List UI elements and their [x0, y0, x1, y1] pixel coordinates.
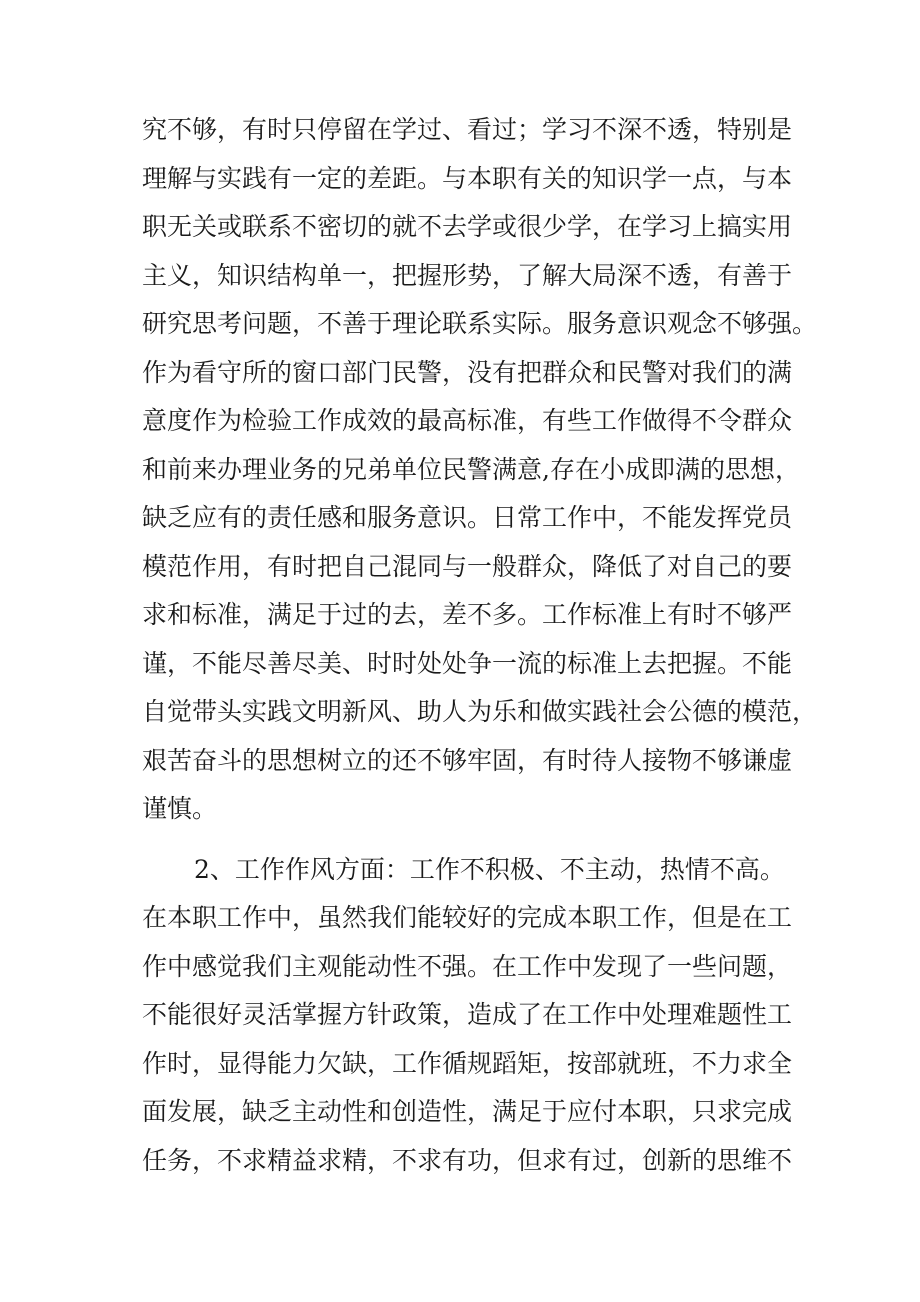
- text-line: 理解与实践有一定的差距。与本职有关的知识学一点，与本: [142, 163, 793, 193]
- text-line: 作为看守所的窗口部门民警，没有把群众和民警对我们的满: [142, 357, 793, 387]
- document-body: [142, 106, 818, 1185]
- paragraph-2: [142, 846, 793, 1186]
- text-line: 究不够，有时只停留在学过、看过；学习不深不透，特别是: [142, 115, 793, 144]
- text-line: 缺乏应有的责任感和服务意识。日常工作中，不能发挥党员: [142, 503, 793, 532]
- text-line: 自觉带头实践文明新风、助人为乐和做实践社会公德的模范，: [142, 697, 818, 726]
- text-line: 和前来办理业务的兄弟单位民警满意,存在小成即满的思想，: [142, 454, 800, 484]
- paragraph-1: [142, 106, 818, 834]
- text-line: 职无关或联系不密切的就不去学或很少学，在学习上搞实用: [142, 212, 793, 241]
- text-line: 研究思考问题，不善于理论联系实际。服务意识观念不够强。: [142, 309, 818, 338]
- text-line: 意度作为检验工作成效的最高标准，有些工作做得不令群众: [142, 406, 793, 435]
- text-line: 主义，知识结构单一，把握形势，了解大局深不透，有善于: [142, 260, 793, 290]
- text-line: 艰苦奋斗的思想树立的还不够牢固，有时待人接物不够谦虚: [142, 745, 793, 775]
- text-line: 面发展，缺乏主动性和创造性，满足于应付本职，只求完成: [142, 1097, 793, 1126]
- text-line: 谨，不能尽善尽美、时时处处争一流的标准上去把握。不能: [142, 648, 793, 678]
- text-line: 模范作用，有时把自己混同与一般群众，降低了对自己的要: [142, 551, 793, 581]
- text-line: 任务，不求精益求精，不求有功，但求有过，创新的思维不: [142, 1145, 793, 1175]
- text-line: 谨慎。: [142, 794, 218, 823]
- text-line: 在本职工作中，虽然我们能较好的完成本职工作，但是在工: [142, 903, 793, 932]
- section-heading-line: 2、工作作风方面：工作不积极、不主动，热情不高。: [194, 854, 785, 884]
- text-line: 求和标准，满足于过的去，差不多。工作标准上有时不够严: [142, 600, 793, 629]
- text-line: 作时，显得能力欠缺，工作循规蹈矩，按部就班，不力求全: [142, 1048, 793, 1078]
- text-line: 不能很好灵活掌握方针政策，造成了在工作中处理难题性工: [142, 1000, 793, 1029]
- text-line: 作中感觉我们主观能动性不强。在工作中发现了一些问题，: [142, 951, 793, 981]
- paragraph-gap: [142, 834, 782, 846]
